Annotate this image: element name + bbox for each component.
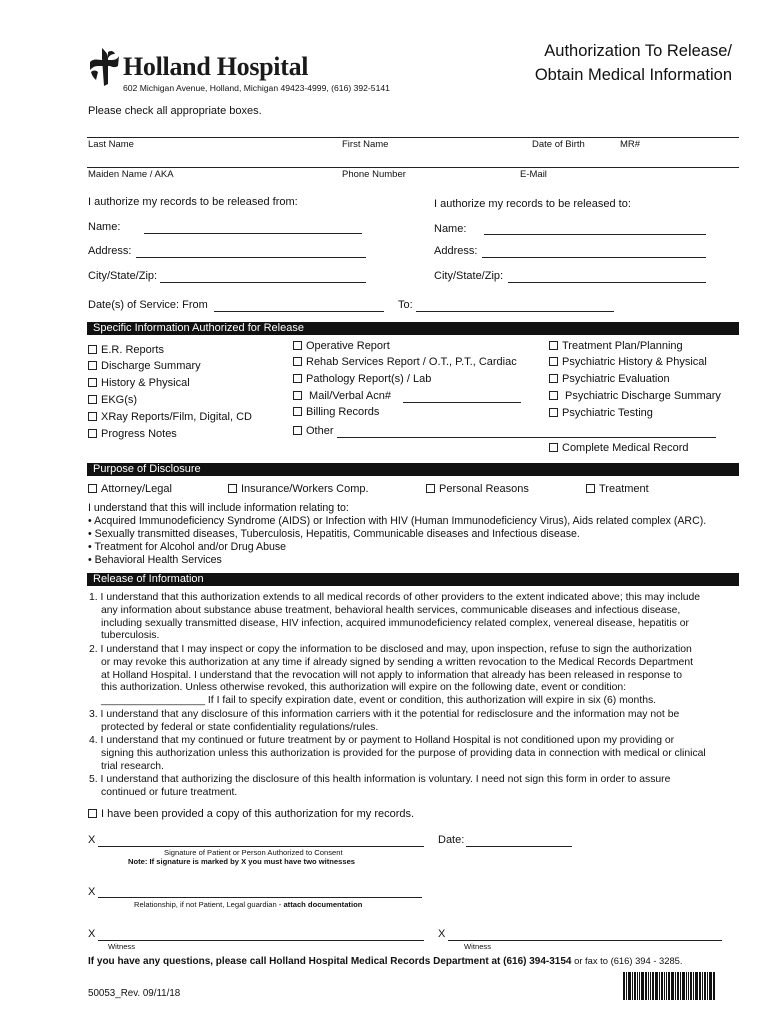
relationship-caption (134, 900, 362, 909)
to-address-label: Address: (434, 245, 478, 257)
checkbox-psych-evaluation[interactable] (549, 373, 670, 385)
billing-records-label: Billing Records (306, 406, 380, 418)
checkbox-xray[interactable] (88, 411, 252, 423)
contact-line (88, 955, 683, 967)
contact-fax-text: or fax to (616) 394 - 3285. (571, 955, 683, 966)
hospital-address: 602 Michigan Avenue, Holland, Michigan 49423-4999, (616) 392-5141 (123, 83, 390, 93)
checkbox-icon[interactable] (549, 374, 558, 383)
complete-record-label: Complete Medical Record (562, 442, 689, 454)
barcode (623, 972, 731, 1000)
checkbox-icon[interactable] (293, 391, 302, 400)
disclosure-bullet: • Treatment for Alcohol and/or Drug Abuse (88, 541, 287, 553)
checkbox-icon[interactable] (293, 341, 302, 350)
checkbox-psych-testing[interactable] (549, 407, 653, 419)
release-paragraph-1 (89, 592, 751, 643)
signature-date-field[interactable] (466, 846, 572, 847)
witness1-x-mark: X (88, 928, 96, 940)
paragraph-line: 5. I understand that authorizing the disclosure of this health information is voluntary. I need not sign this form in order to assure (89, 774, 671, 785)
checkbox-progress-notes[interactable] (88, 428, 177, 440)
from-city-field[interactable] (160, 282, 366, 283)
section-purpose: Purpose of Disclosure (87, 463, 739, 476)
progress-notes-label: Progress Notes (101, 428, 177, 440)
checkbox-rehab-services[interactable] (293, 356, 517, 368)
phone-label: Phone Number (342, 169, 406, 180)
checkbox-icon[interactable] (88, 809, 97, 818)
acn-field[interactable] (403, 402, 521, 403)
xray-label: XRay Reports/Film, Digital, CD (101, 411, 252, 423)
checkbox-icon[interactable] (549, 341, 558, 350)
psych-evaluation-label: Psychiatric Evaluation (562, 373, 670, 385)
form-title-line2: Obtain Medical Information (534, 66, 732, 84)
service-to-label: To: (398, 299, 413, 311)
paragraph-line: any information about substance abuse treatment, behavioral health services, communicable diseases and infectious disease, (101, 604, 681, 616)
paragraph-line: 1. I understand that this authorization extends to all medical records of other providers to the extent indicated above; this may include (89, 592, 701, 603)
checkbox-icon[interactable] (88, 378, 97, 387)
instruction-text: Please check all appropriate boxes. (88, 105, 262, 117)
checkbox-treatment[interactable] (586, 483, 649, 495)
treatment-plan-label: Treatment Plan/Planning (562, 340, 683, 352)
to-name-label: Name: (434, 223, 467, 235)
from-name-label: Name: (88, 221, 121, 233)
checkbox-icon[interactable] (228, 484, 237, 493)
email-label: E-Mail (520, 169, 547, 180)
paragraph-line: tuberculosis. (101, 630, 160, 642)
copy-provided-label: I have been provided a copy of this authorization for my records. (101, 808, 415, 820)
patient-line-2 (87, 167, 739, 168)
relationship-caption-prefix: Relationship, if not Patient, Legal guardian - (134, 900, 284, 909)
psych-discharge-label: Psychiatric Discharge Summary (562, 390, 721, 402)
signature-caption: Signature of Patient or Person Authorized to Consent (164, 848, 343, 857)
mr-label: MR# (620, 139, 641, 150)
paragraph-line: 3. I understand that any disclosure of this information carriers with it the potential for redisclosure and the information may not be (89, 709, 680, 720)
disclosure-bullet: • Acquired Immunodeficiency Syndrome (AIDS) or Infection with HIV (Human Immunodeficiency Virus), Aids related complex (ARC). (88, 515, 707, 527)
section-release: Release of Information (87, 573, 739, 586)
section-specific-info: Specific Information Authorized for Release (87, 322, 739, 335)
pathology-label: Pathology Report(s) / Lab (306, 373, 432, 385)
checkbox-icon[interactable] (549, 443, 558, 452)
discharge-summary-label: Discharge Summary (101, 360, 201, 372)
witness2-caption: Witness (464, 942, 492, 951)
checkbox-discharge-summary[interactable] (88, 360, 201, 372)
to-address-field[interactable] (482, 257, 706, 258)
witness2-field[interactable] (448, 940, 722, 941)
checkbox-operative-report[interactable] (293, 340, 390, 352)
paragraph-line: signing this authorization unless this authorization is provided for the purpose of providing data in connection with medical or clinical (101, 747, 706, 759)
checkbox-psych-discharge[interactable] (549, 390, 721, 402)
from-address-field[interactable] (136, 257, 366, 258)
disclosure-intro: I understand that this will include information relating to: (88, 502, 349, 514)
disclosure-bullet: • Behavioral Health Services (88, 554, 222, 566)
witness1-caption: Witness (108, 942, 136, 951)
checkbox-icon[interactable] (88, 429, 97, 438)
checkbox-icon[interactable] (426, 484, 435, 493)
attorney-legal-label: Attorney/Legal (101, 483, 172, 495)
checkbox-history-physical[interactable] (88, 377, 190, 389)
checkbox-attorney-legal[interactable] (88, 483, 172, 495)
disclosure-bullet: • Sexually transmitted diseases, Tuberculosis, Hepatitis, Communicable diseases and Infectious disease. (88, 528, 580, 540)
checkbox-icon[interactable] (549, 357, 558, 366)
checkbox-icon[interactable] (88, 345, 97, 354)
contact-bold-text: If you have any questions, please call Holland Hospital Medical Records Department at (616) 394-3154 (88, 956, 572, 967)
checkbox-icon[interactable] (549, 391, 558, 400)
paragraph-line: including sexually transmitted disease, HIV infection, acquired immunodeficiency related complex, venereal disease, hepatitis or (101, 617, 689, 629)
to-name-field[interactable] (484, 234, 706, 235)
form-title-line1: Authorization To Release/ (544, 42, 732, 60)
personal-reasons-label: Personal Reasons (439, 483, 529, 495)
signature-note: Note: If signature is marked by X you must have two witnesses (128, 857, 356, 866)
paragraph-line: 4. I understand that my continued or future treatment by or payment to Holland Hospital is not conditioned upon my providing or (89, 735, 675, 746)
other-label: Other (306, 425, 334, 437)
dob-label: Date of Birth (532, 139, 585, 150)
checkbox-billing-records[interactable] (293, 406, 379, 418)
paragraph-line: protected by federal or state confidentiality regulations/rules. (101, 721, 379, 733)
checkbox-icon[interactable] (293, 357, 302, 366)
witness1-field[interactable] (98, 940, 424, 941)
first-name-label: First Name (342, 139, 389, 150)
to-city-field[interactable] (508, 282, 706, 283)
signature-date-label: Date: (438, 834, 465, 846)
service-to-field[interactable] (416, 311, 614, 312)
checkbox-icon[interactable] (88, 484, 97, 493)
release-paragraph-5 (89, 774, 751, 800)
paragraph-line: trial research. (101, 760, 164, 772)
to-city-label: City/State/Zip: (434, 270, 504, 282)
operative-report-label: Operative Report (306, 340, 390, 352)
checkbox-icon[interactable] (293, 374, 302, 383)
paragraph-line: this authorization. Unless otherwise revoked, this authorization will expire on the following date, event or condition: (101, 682, 627, 694)
checkbox-icon[interactable] (293, 407, 302, 416)
history-physical-label: History & Physical (101, 377, 190, 389)
other-field[interactable] (337, 437, 716, 438)
hospital-cross-logo-icon (88, 46, 120, 88)
checkbox-er-reports[interactable] (88, 344, 164, 356)
release-from-heading: I authorize my records to be released from: (88, 196, 298, 208)
paragraph-line: at Holland Hospital. I understand that the revocation will not apply to information that already has been released in response to (101, 669, 683, 681)
checkbox-treatment-plan[interactable] (549, 340, 683, 352)
release-paragraph-4 (89, 735, 751, 773)
checkbox-personal-reasons[interactable] (426, 483, 529, 495)
maiden-name-label: Maiden Name / AKA (88, 169, 174, 180)
signature-field[interactable] (98, 846, 424, 847)
checkbox-other[interactable] (293, 425, 334, 437)
relationship-x-mark: X (88, 886, 96, 898)
checkbox-copy-provided[interactable] (88, 808, 414, 820)
insurance-label: Insurance/Workers Comp. (241, 483, 369, 495)
paragraph-line: continued or future treatment. (101, 786, 238, 798)
checkbox-icon[interactable] (293, 426, 302, 435)
form-id: 50053_Rev. 09/11/18 (88, 988, 181, 999)
checkbox-icon[interactable] (88, 395, 97, 404)
er-reports-label: E.R. Reports (101, 344, 164, 356)
service-from-field[interactable] (214, 311, 384, 312)
release-paragraph-3 (89, 709, 751, 735)
checkbox-icon[interactable] (88, 361, 97, 370)
from-name-field[interactable] (144, 233, 362, 234)
checkbox-psych-history[interactable] (549, 356, 707, 368)
patient-line-1 (87, 137, 739, 138)
checkbox-complete-record[interactable] (549, 442, 689, 454)
service-from-label: Date(s) of Service: From (88, 299, 208, 311)
witness2-x-mark: X (438, 928, 446, 940)
signature-x-mark: X (88, 834, 96, 846)
ekg-label: EKG(s) (101, 394, 138, 406)
psych-history-label: Psychiatric History & Physical (562, 356, 707, 368)
release-to-heading: I authorize my records to be released to: (434, 198, 631, 210)
checkbox-mail-verbal[interactable] (293, 390, 391, 402)
rehab-services-label: Rehab Services Report / O.T., P.T., Cardiac (306, 356, 517, 368)
psych-testing-label: Psychiatric Testing (562, 407, 653, 419)
relationship-caption-bold: attach documentation (283, 900, 363, 909)
checkbox-icon[interactable] (549, 408, 558, 417)
last-name-label: Last Name (88, 139, 134, 150)
paragraph-line: or may revoke this authorization at any time if already signed by sending a written revocation to the Medical Records Department (101, 656, 693, 668)
hospital-name: Holland Hospital (123, 52, 309, 81)
checkbox-icon[interactable] (586, 484, 595, 493)
release-paragraph-2 (89, 644, 751, 708)
relationship-field[interactable] (98, 897, 422, 898)
paragraph-line: __________________ If I fail to specify expiration date, event or condition, this authorization will expire in six (6) months. (101, 695, 657, 707)
checkbox-pathology[interactable] (293, 373, 431, 385)
treatment-label: Treatment (599, 483, 649, 495)
checkbox-icon[interactable] (88, 412, 97, 421)
checkbox-ekg[interactable] (88, 394, 137, 406)
mail-verbal-label: Mail/Verbal Acn# (306, 390, 391, 402)
checkbox-insurance[interactable] (228, 483, 369, 495)
from-city-label: City/State/Zip: (88, 270, 158, 282)
from-address-label: Address: (88, 245, 132, 257)
paragraph-line: 2. I understand that I may inspect or copy the information to be disclosed and may, upon inspection, refuse to sign the authorization (89, 644, 692, 655)
